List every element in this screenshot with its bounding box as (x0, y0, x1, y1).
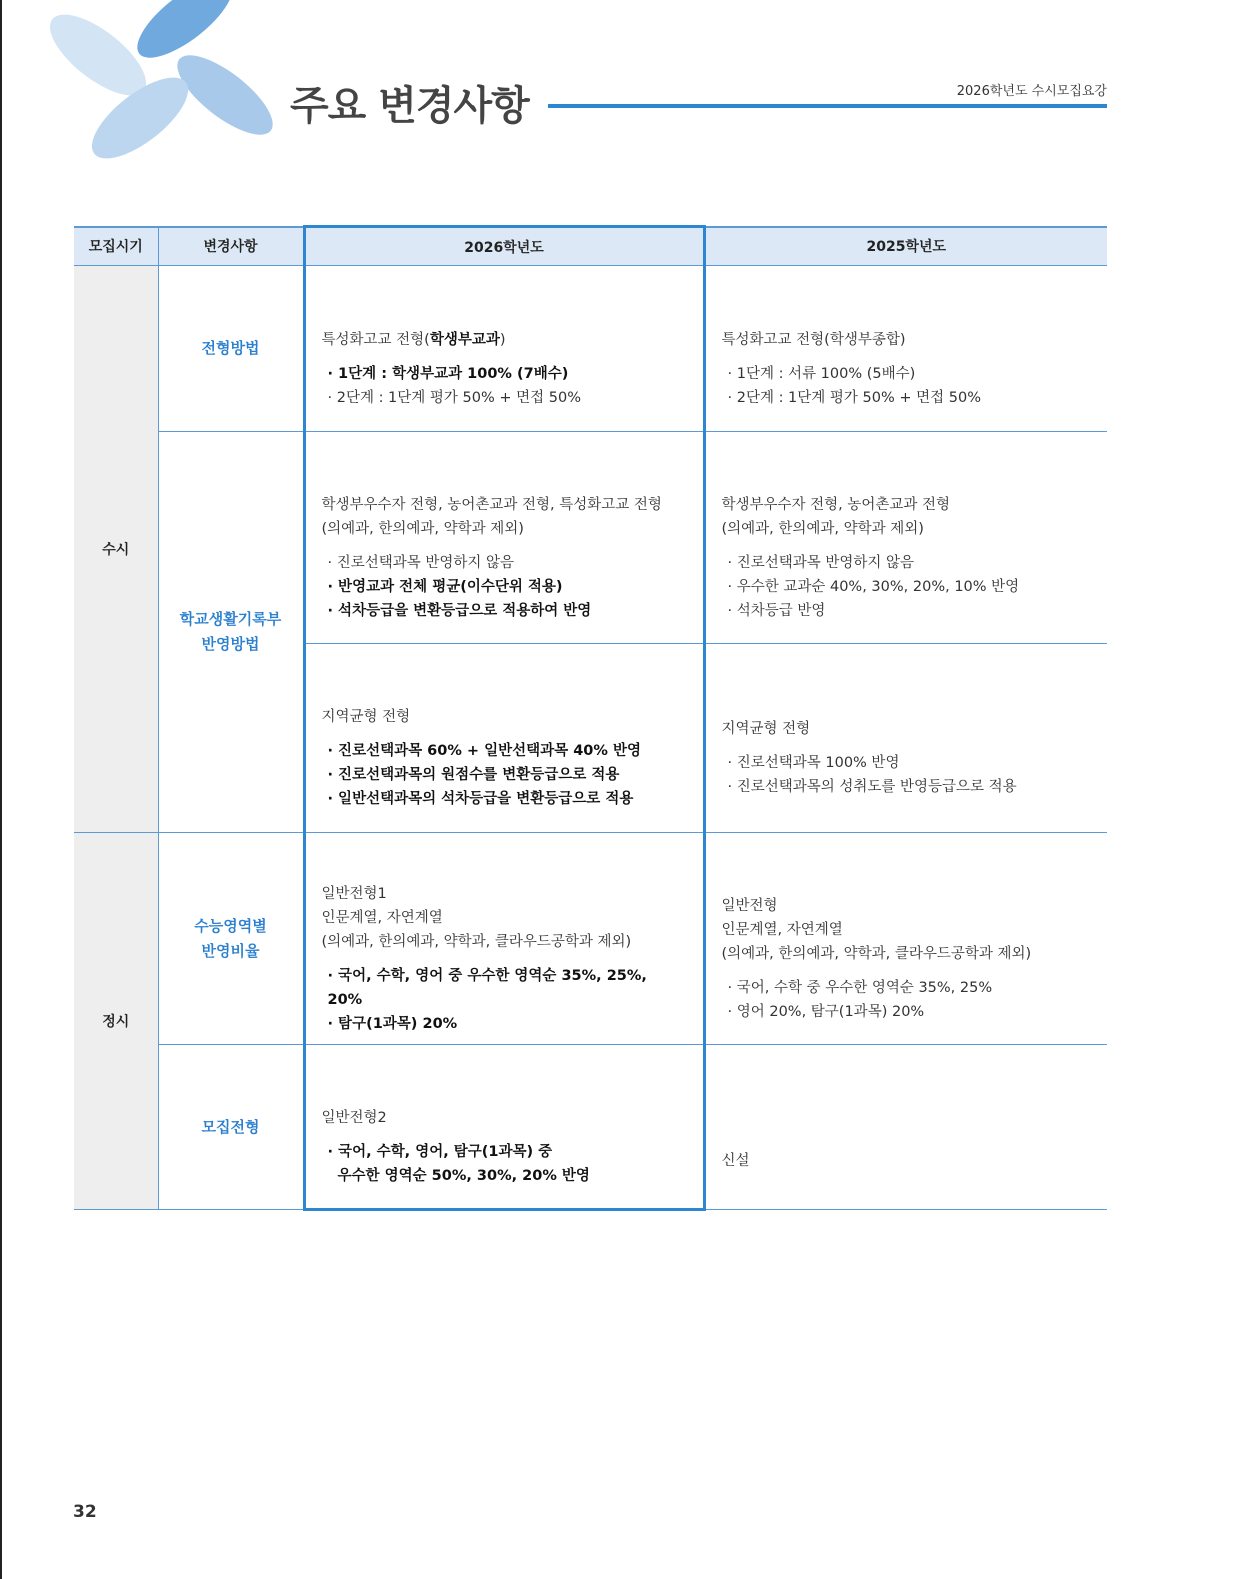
header-2026: 2026학년도 (304, 227, 704, 266)
list-item: · 진로선택과목의 성취도를 반영등급으로 적용 (727, 779, 1017, 795)
change-label: 모집전형 (201, 1117, 260, 1136)
list-item: 우수한 영역순 50%, 30%, 20% 반영 (337, 1167, 590, 1184)
cell-2025 (704, 432, 1107, 644)
cell-intro: 인문계열, 자연계열 (321, 909, 443, 926)
change-record (158, 432, 304, 833)
list-item: · 영어 20%, 탐구(1과목) 20% (727, 1003, 925, 1020)
cell-intro: 학생부우수자 전형, 농어촌교과 전형 (721, 496, 951, 513)
header-divider (548, 104, 1107, 108)
changes-table (74, 225, 1107, 1211)
cell-intro: 일반전형1 (321, 885, 387, 902)
list-item: · 진로선택과목 60% + 일반선택과목 40% 반영 (327, 743, 641, 759)
list-item: · 탐구(1과목) 20% (327, 1015, 458, 1032)
list-item: · 국어, 수학, 영어 중 우수한 영역순 35%, 25%, 20% (327, 967, 647, 1008)
period-jeongsi (74, 833, 158, 1210)
list-item: · 2단계 : 1단계 평가 50% + 면접 50% (327, 389, 581, 406)
cell-intro: 특성화고교 전형(학생부종합) (721, 331, 906, 348)
change-csat (158, 833, 304, 1045)
list-item: · 반영교과 전체 평균(이수단위 적용) (327, 578, 563, 595)
cell-intro: (의예과, 한의예과, 약학과, 클라우드공학과 제외) (721, 945, 1032, 962)
table-row (74, 1045, 1107, 1210)
cell-intro: 학생부우수자 전형, 농어촌교과 전형, 특성화고교 전형 (321, 496, 662, 513)
pinwheel-logo-icon (0, 0, 300, 170)
cell-intro: 신설 (721, 1153, 750, 1169)
list-item: · 국어, 수학 중 우수한 영역순 35%, 25% (727, 979, 993, 996)
table-row (74, 833, 1107, 1045)
cell-2026 (304, 644, 704, 833)
change-method (158, 266, 304, 432)
table-row (74, 266, 1107, 432)
period-susi (74, 266, 158, 833)
table-header-row (74, 227, 1107, 266)
change-label: 학교생활기록부 (179, 610, 282, 628)
page-edge-line (0, 0, 2, 1579)
list-item: · 진로선택과목 100% 반영 (727, 755, 900, 771)
cell-2025 (704, 266, 1107, 432)
cell-2026 (304, 266, 704, 432)
period-label: 수시 (102, 542, 130, 558)
cell-2025 (704, 833, 1107, 1045)
cell-intro: 지역균형 전형 (721, 721, 811, 737)
cell-intro: 지역균형 전형 (321, 709, 411, 725)
page-title: 주요 변경사항 (290, 83, 529, 129)
cell-2025 (704, 1045, 1107, 1210)
cell-2026 (304, 1045, 704, 1210)
period-label: 정시 (102, 1014, 130, 1030)
cell-intro: 일반전형2 (321, 1109, 387, 1126)
list-item: · 석차등급을 변환등급으로 적용하여 반영 (327, 602, 592, 619)
list-item: · 일반선택과목의 석차등급을 변환등급으로 적용 (327, 791, 634, 807)
list-item: · 석차등급 반영 (727, 602, 826, 619)
page-number: 32 (73, 1502, 97, 1522)
list-item: · 국어, 수학, 영어, 탐구(1과목) 중 (327, 1143, 553, 1160)
list-item: · 진로선택과목의 원점수를 변환등급으로 적용 (327, 767, 620, 783)
cell-2026 (304, 432, 704, 644)
header-change: 변경사항 (158, 227, 304, 266)
table-row (74, 432, 1107, 644)
change-label: 반영방법 (201, 635, 260, 653)
list-item: · 우수한 교과순 40%, 30%, 20%, 10% 반영 (727, 578, 1020, 595)
list-item: · 진로선택과목 반영하지 않음 (727, 554, 915, 571)
header-period: 모집시기 (74, 227, 158, 266)
list-item: · 1단계 : 서류 100% (5배수) (727, 365, 916, 382)
cell-intro: (의예과, 한의예과, 약학과 제외) (321, 520, 524, 537)
change-label: 전형방법 (201, 339, 260, 357)
document-subtitle: 2026학년도 수시모집요강 (956, 84, 1107, 99)
change-label: 수능영역별 (194, 916, 267, 935)
cell-intro: 일반전형 (721, 897, 778, 914)
cell-intro: 인문계열, 자연계열 (721, 921, 843, 938)
cell-intro: (의예과, 한의예과, 약학과 제외) (721, 520, 924, 537)
change-label: 반영비율 (201, 941, 260, 960)
list-item: · 2단계 : 1단계 평가 50% + 면접 50% (727, 389, 981, 406)
list-item: · 진로선택과목 반영하지 않음 (327, 554, 515, 571)
cell-intro: 특성화고교 전형(학생부교과) (321, 331, 506, 348)
cell-intro: (의예과, 한의예과, 약학과, 클라우드공학과 제외) (321, 933, 632, 950)
cell-2025 (704, 644, 1107, 833)
list-item: · 1단계 : 학생부교과 100% (7배수) (327, 365, 569, 382)
change-recruit (158, 1045, 304, 1210)
header-2025: 2025학년도 (704, 227, 1107, 266)
cell-2026 (304, 833, 704, 1045)
